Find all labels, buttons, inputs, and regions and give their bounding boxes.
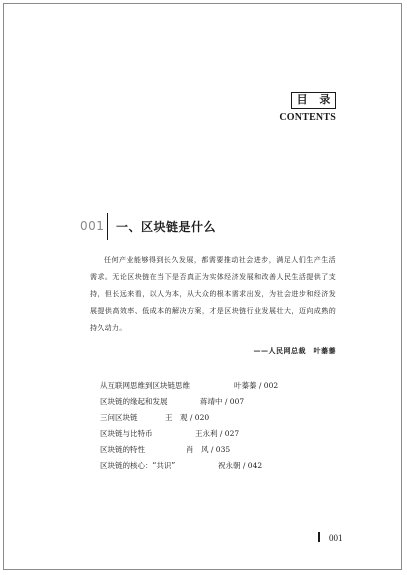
- toc-entry[interactable]: [100, 442, 336, 458]
- toc-entry-author-page: 王 观 / 020: [165, 413, 210, 422]
- toc-entry[interactable]: [100, 378, 336, 394]
- toc-title: 目 录: [291, 92, 336, 109]
- toc-entry-author-page: 王永利 / 027: [195, 429, 240, 438]
- toc-entry-title: 区块链的特性: [100, 445, 145, 454]
- toc-entry-title: 从互联网思维到区块链思维: [100, 381, 190, 390]
- toc-entry-title: 区块链的核心：“共识”: [100, 461, 176, 470]
- toc-entry-title: 三问区块链: [100, 413, 138, 422]
- page-marker: [318, 532, 320, 542]
- section-divider: [107, 213, 108, 240]
- intro-signature: ——人民网总裁 叶蓁蓁: [253, 346, 336, 355]
- toc-entry-author-page: 祝永朝 / 042: [218, 461, 263, 470]
- toc-entry-author-page: 叶蓁蓁 / 002: [234, 381, 279, 390]
- toc-entry[interactable]: [100, 426, 336, 442]
- toc-entry[interactable]: [100, 394, 336, 410]
- section-number: 001: [80, 219, 105, 233]
- toc-entry-author-page: 蒋靖中 / 007: [200, 397, 245, 406]
- toc-entry[interactable]: [100, 410, 336, 426]
- toc-entry-list: [100, 378, 336, 474]
- section-title: 一、区块链是什么: [116, 220, 217, 234]
- toc-subtitle: CONTENTS: [279, 112, 336, 123]
- toc-entry-title: 区块链与比特币: [100, 429, 153, 438]
- page-number: 001: [329, 533, 343, 543]
- toc-entry[interactable]: [100, 458, 336, 474]
- toc-entry-title: 区块链的缘起和发展: [100, 397, 168, 406]
- toc-entry-author-page: 肖 风 / 035: [186, 445, 231, 454]
- section-intro-paragraph: 任何产业能够得到长久发展，都需要推动社会进步，满足人们生产生活需求。无论区块链在当下是否真正为实体经济发展和改善人民生活提供了支持，但长远来看，以人为本，从大众的根本需求出发，为社会进步和经济发展提供高效率、低成本的解决方案，才是区块链行业发展壮大，迈向成熟的持久动力。: [90, 256, 336, 332]
